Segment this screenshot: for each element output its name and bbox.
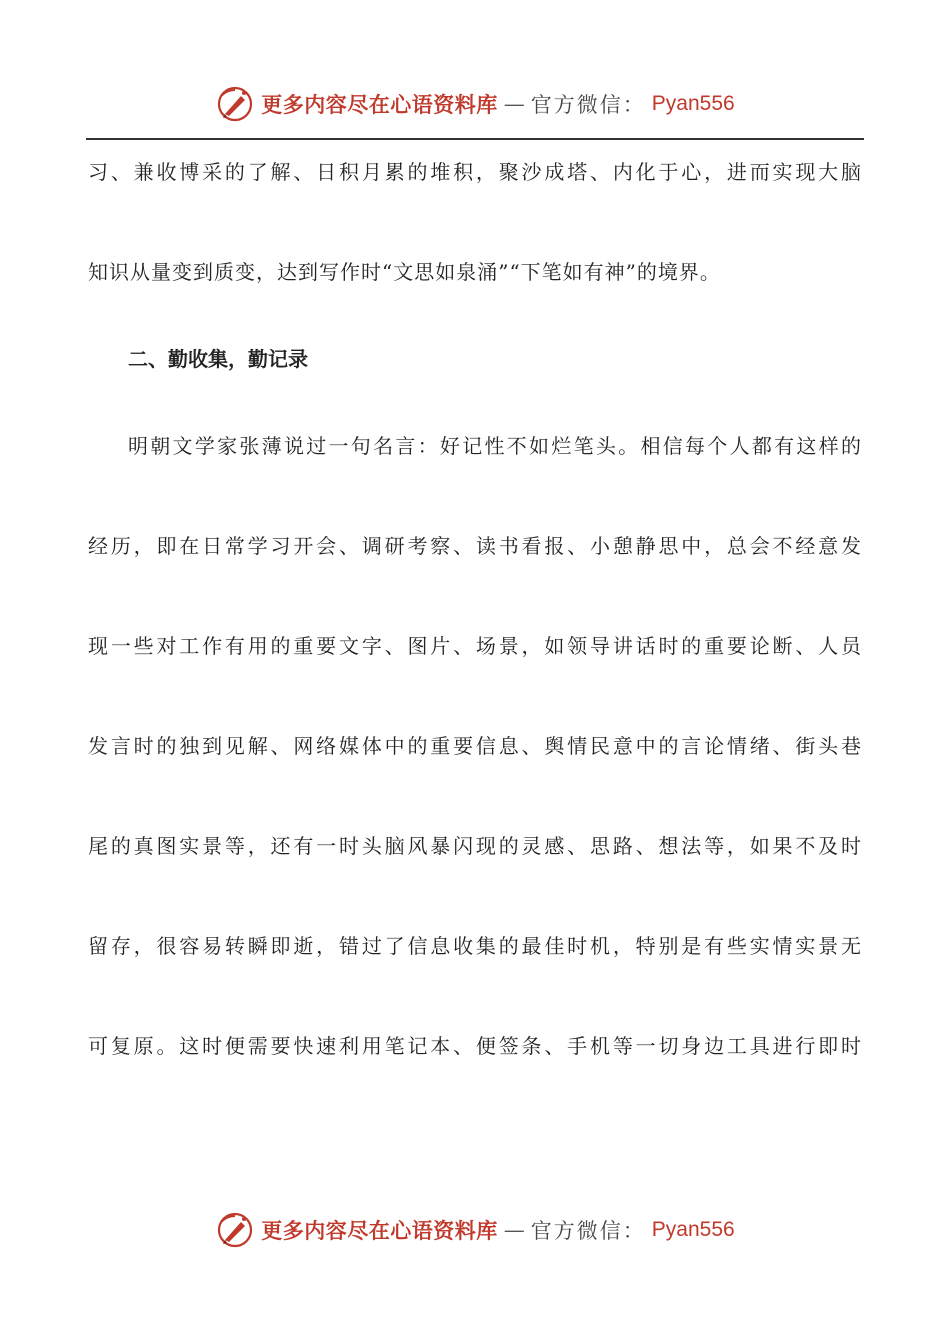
footer-separator: — xyxy=(503,1218,525,1242)
footer-brand-text: 更多内容尽在心语资料库 xyxy=(261,1218,498,1243)
page-footer xyxy=(0,1208,950,1252)
pen-logo-icon xyxy=(215,1210,255,1250)
header-separator: — xyxy=(503,92,525,116)
paragraph-line: 知识从量变到质变，达到写作时“文思如泉涌”“下笔如有神”的境界。 xyxy=(88,260,721,284)
paragraph-line: 明朝文学家张薄说过一句名言：好记性不如烂笔头。相信每个人都有这样的 xyxy=(128,434,862,458)
header-wechat-id: Pyan556 xyxy=(651,92,735,115)
paragraph-line: 尾的真图实景等，还有一时头脑风暴闪现的灵感、思路、想法等，如果不及时 xyxy=(88,834,862,858)
pen-logo-icon xyxy=(215,84,255,124)
paragraph-line: 可复原。这时便需要快速利用笔记本、便签条、手机等一切身边工具进行即时 xyxy=(88,1034,862,1058)
paragraph-line: 留存，很容易转瞬即逝，错过了信息收集的最佳时机，特别是有些实情实景无 xyxy=(88,934,862,958)
header-divider xyxy=(86,138,864,140)
paragraph-line: 习、兼收博采的了解、日积月累的堆积，聚沙成塔、内化于心，进而实现大脑 xyxy=(88,160,862,184)
footer-wechat-id: Pyan556 xyxy=(651,1218,735,1241)
page-header xyxy=(0,82,950,126)
section-heading: 二、勤收集，勤记录 xyxy=(128,347,308,371)
header-brand-text: 更多内容尽在心语资料库 xyxy=(261,92,498,117)
document-body xyxy=(88,150,862,1058)
paragraph-line: 发言时的独到见解、网络媒体中的重要信息、舆情民意中的言论情绪、街头巷 xyxy=(88,734,862,758)
paragraph-line: 经历，即在日常学习开会、调研考察、读书看报、小憩静思中，总会不经意发 xyxy=(88,534,862,558)
paragraph-line: 现一些对工作有用的重要文字、图片、场景，如领导讲话时的重要论断、人员 xyxy=(88,634,862,658)
footer-wechat-label: 官方微信： xyxy=(530,1219,646,1243)
header-wechat-label: 官方微信： xyxy=(530,93,646,117)
